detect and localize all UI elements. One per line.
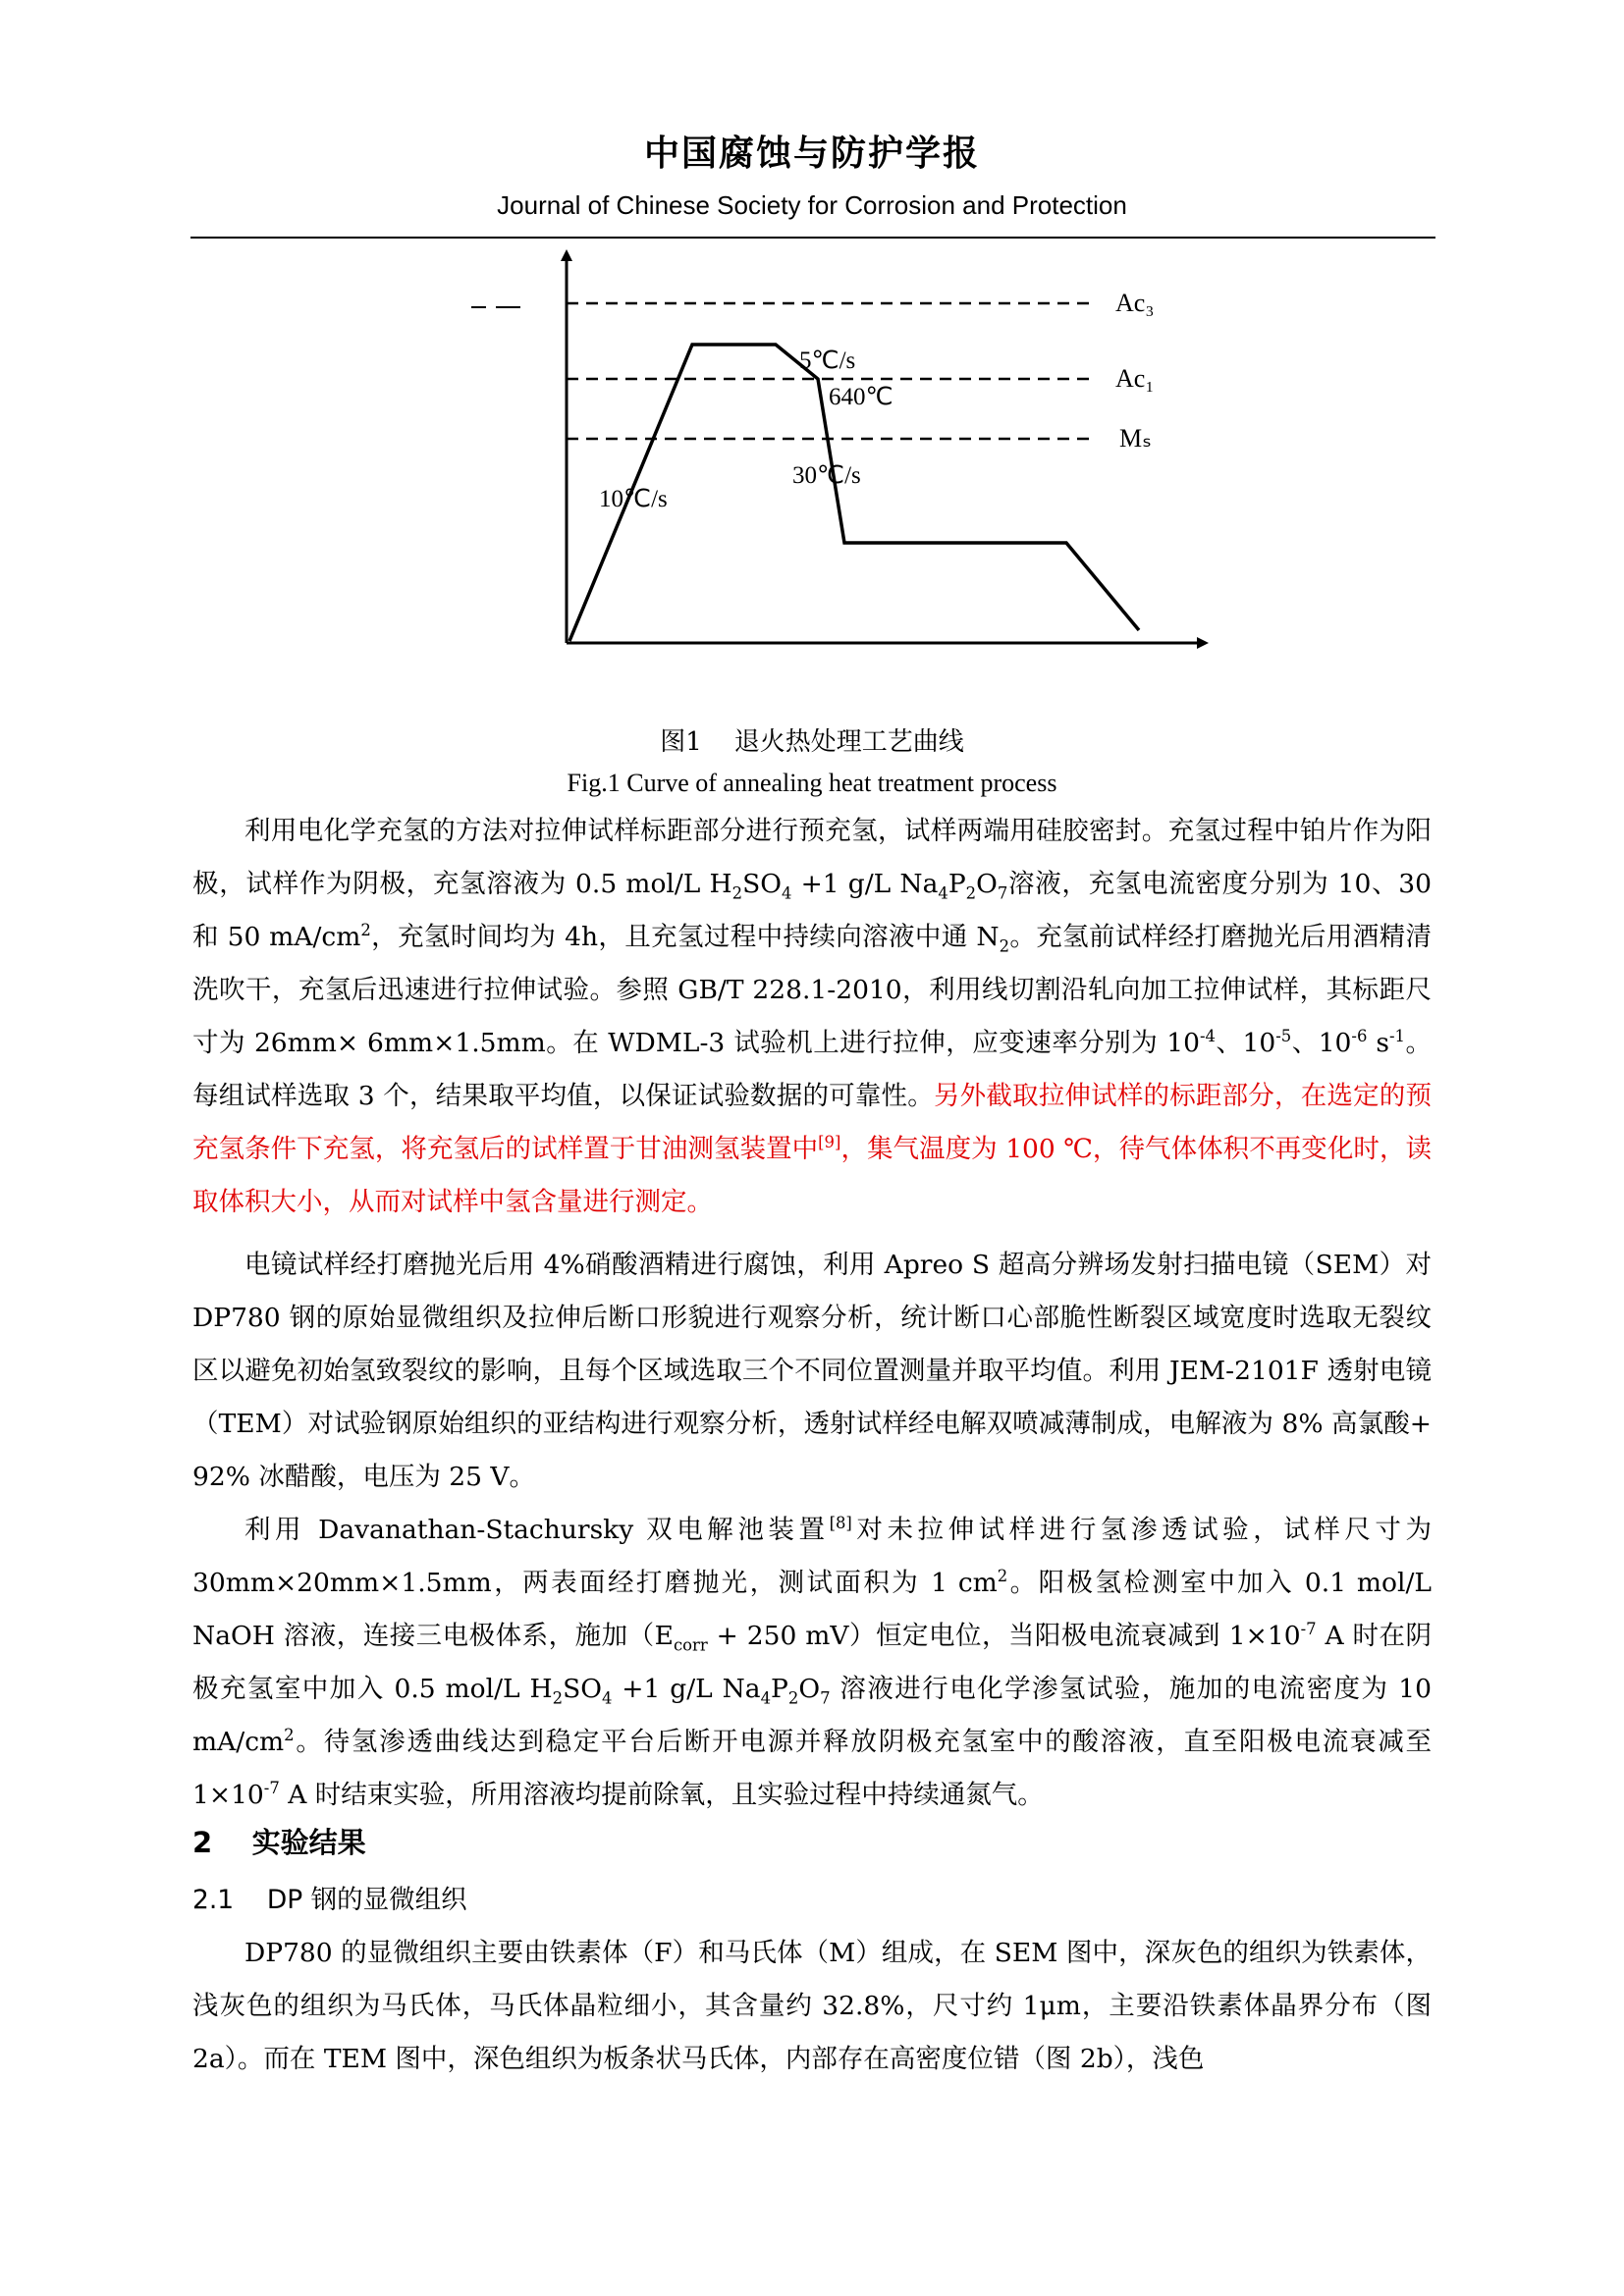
paragraph-microstructure: DP780 的显微组织主要由铁素体（F）和马氏体（M）组成，在 SEM 图中，深灰色的组织为铁素体，浅灰色的组织为马氏体，马氏体晶粒细小，其含量约 32.8%，尺寸约 1μm，主要沿铁素体晶界分布（图 2a）。而在 TEM 图中，深色组织为板条状马氏体，内部存在高密度位错（图 2b），浅色 [192,1938,1432,2074]
annealing-curve-figure [442,245,1227,697]
figure-caption-cn: 图1 退火热处理工艺曲线 [660,727,964,757]
label-rate-fast: 30℃/s [792,462,861,489]
label-rate-slow: 5℃/s [799,347,856,374]
paragraph-electron-microscopy: 电镜试样经打磨抛光后用 4%硝酸酒精进行腐蚀，利用 Apreo S 超高分辨场发射扫描电镜（SEM）对 DP780 钢的原始显微组织及拉伸后断口形貌进行观察分析，统计断口心部脆性断裂区域宽度时选取无裂纹区以避免初始氢致裂纹的影响，且每个区域选取三个不同位置测量并取平均值。利用 JEM-2101F 透射电镜（TEM）对试验钢原始组织的亚结构进行观察分析，透射试样经电解双喷减薄制成，电解液为 8% 高氯酸+ 92% 冰醋酸，电压为 25 V。 [192,1250,1432,1492]
subsection-heading-microstructure: 2.1 DP 钢的显微组织 [192,1885,467,1915]
label-ms: Mₛ [1119,424,1152,453]
highlighted-revision: 另外截取拉伸试样的标距部分，在选定的预充氢条件下充氢，将充氢后的试样置于甘油测氢装置中[9]，集气温度为 100 ℃，待气体体积不再变化时，读取体积大小，从而对试样中氢含量进行测定。 [192,1081,1432,1217]
label-ac1: Ac₁ [1115,364,1155,393]
figure-caption-en: Fig.1 Curve of annealing heat treatment process [567,769,1057,797]
paragraph-hydrogen-charging: 利用电化学充氢的方法对拉伸试样标距部分进行预充氢，试样两端用硅胶密封。充氢过程中铂片作为阳极，试样作为阴极，充氢溶液为 0.5 mol/L $H_2SO_4 +1$ g/L $Na_4P_2O_7$溶液，充氢电流密度分别为 10、30 和 50 $mA/cm^2$，充氢时间均为 4h，且充氢过程中持续向溶液中通 $N_2$。充氢前试样经打磨抛光后用酒精清洗吹干，充氢后迅速进行拉伸试验。参照 GB/T 228.1-2010，利用线切割沿轧向加工拉伸试样，其标距尺寸为 26mm× 6mm×1.5mm。在 WDML-3 试验机上进行拉伸，应变速率分别为 $10^{-4}$、$10^{-5}$、$10^{-6}$ $s^{-1}$。每组试样选取 3 个，结果取平均值，以保证试验数据的可靠性。另外截取拉伸试样的标距部分，在选定的预充氢条件下充氢，将充氢后的试样置于甘油测氢装置中[9]，集气温度为 100 ℃，待气体体积不再变化时，读取体积大小，从而对试样中氢含量进行测定。 [192,816,1433,1217]
annealing-curve-svg [442,245,1227,697]
label-rate-heat: 10℃/s [599,486,668,512]
section-heading-results: 2 实验结果 [192,1826,366,1859]
paragraph-hydrogen-permeation: 利用 Davanathan-Stachursky 双电解池装置[8]对未拉伸试样进行氢渗透试验，试样尺寸为 30mm×20mm×1.5mm，两表面经打磨抛光，测试面积为 1 $cm^2$。阳极氢检测室中加入 0.1 mol/L NaOH 溶液，连接三电极体系，施加（$E_{corr} + 250$ mV）恒定电位，当阳极电流衰减到 $1\times 10^{-7}$ A 时在阴极充氢室中加入 0.5 mol/L $H_2SO_4 +1$ g/L $Na_4P_2O_7$ 溶液进行电化学渗氢试验，施加的电流密度为 10 $mA/cm^2$。待氢渗透曲线达到稳定平台后断开电源并释放阴极充氢室中的酸溶液，直至阳极电流衰减至 $1\times 10^{-7}$ A 时结束实验，所用溶液均提前除氧，且实验过程中持续通氮气。 [192,1514,1433,1810]
label-temp-640: 640℃ [829,384,893,410]
journal-title-cn: 中国腐蚀与防护学报 [643,133,980,174]
journal-title-en: Journal of Chinese Society for Corrosion and Protection [497,190,1127,220]
label-ac3: Ac₃ [1115,289,1155,317]
header-rule [190,237,1435,239]
